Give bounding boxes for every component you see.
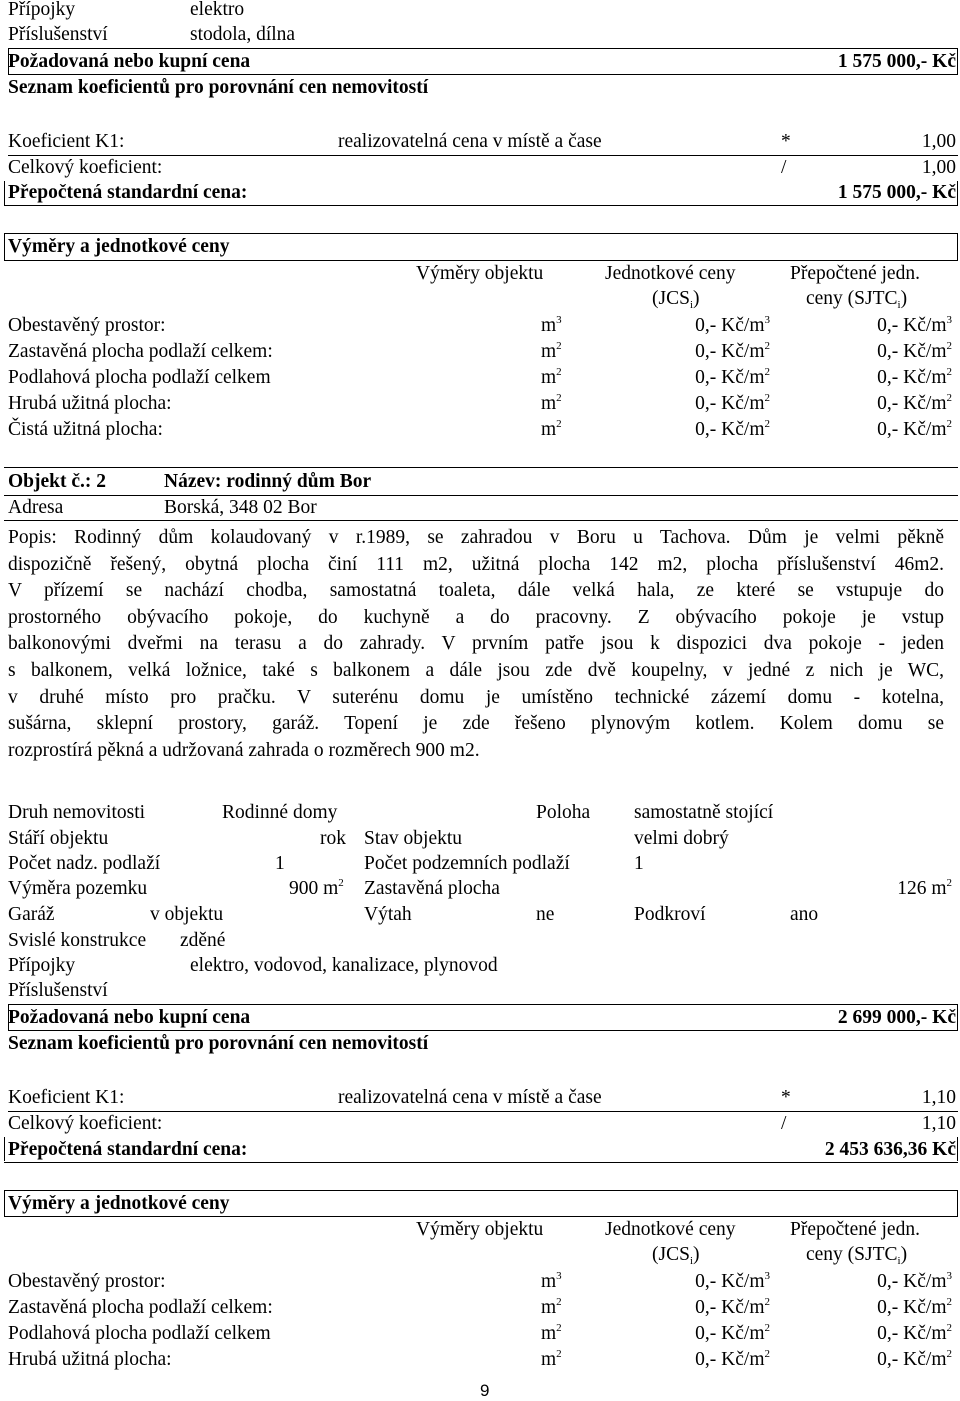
measure-row-unit: $m^3$ bbox=[541, 1270, 562, 1292]
description-line: balkonovými dveřmi na terasu a do zahrady. V prvním patře jsou k dispozici dva pokoje - jeden bbox=[8, 633, 944, 655]
k1-2-desc: realizovatelná cena v místě a čase bbox=[338, 1087, 602, 1108]
object-description bbox=[8, 525, 944, 764]
description-line: dispozičně řešený, obytná plocha činí 111 m2, užitná plocha 142 m2, plocha příslušenství 46m2. bbox=[8, 553, 944, 575]
garaz-value: v objektu bbox=[150, 904, 224, 925]
measure-row-unit: $m^2$ bbox=[541, 392, 562, 414]
divider bbox=[957, 181, 958, 205]
description-line: s balkonem, velká ložnice, také s balkonem a dále jsou zde dvě koupelny, v jedné z nich je WC, bbox=[8, 659, 944, 681]
pozemek-value: 900 $m^2$ bbox=[289, 877, 344, 899]
measure-row-label: Obestavěný prostor: bbox=[8, 1271, 166, 1292]
measure-row-jcs: 0,- $Kč/m^2$ bbox=[695, 1348, 770, 1370]
k1-label: Koeficient K1: bbox=[8, 131, 125, 152]
divider bbox=[4, 181, 5, 205]
k1-2-label: Koeficient K1: bbox=[8, 1087, 125, 1108]
measure-row-jcs: 0,- $Kč/m^2$ bbox=[695, 366, 770, 388]
measure-row-jcs: 0,- $Kč/m^2$ bbox=[695, 1322, 770, 1344]
std-price2-label: Přepočtená standardní cena: bbox=[8, 1139, 248, 1160]
measure-row-sjtc: 0,- $Kč/m^3$ bbox=[877, 314, 952, 336]
price2-label: Požadovaná nebo kupní cena bbox=[8, 1007, 251, 1028]
k1-op: * bbox=[781, 131, 791, 152]
measure-row-sjtc: 0,- $Kč/m^2$ bbox=[877, 340, 952, 362]
pripojky-value: elektro bbox=[190, 0, 245, 20]
podz-label: Počet podzemních podlaží bbox=[364, 853, 570, 874]
poloha-value: samostatně stojící bbox=[634, 802, 774, 823]
col2-header-jcs: $(JCS_i)$ bbox=[652, 1244, 700, 1267]
measure-row-unit: $m^2$ bbox=[541, 1348, 562, 1370]
measure-row-unit: $m^2$ bbox=[541, 340, 562, 362]
measure-row-jcs: 0,- $Kč/m^3$ bbox=[695, 314, 770, 336]
divider bbox=[957, 233, 958, 260]
total-coef-op: / bbox=[781, 157, 787, 178]
prislusenstvi-label: Příslušenství bbox=[8, 24, 108, 45]
measures-title: Výměry a jednotkové ceny bbox=[8, 236, 230, 257]
measure-row-sjtc: 0,- $Kč/m^2$ bbox=[877, 418, 952, 440]
object-number: Objekt č.: 2 bbox=[8, 471, 107, 492]
svisle-value: zděné bbox=[180, 930, 226, 951]
podkrovi-value: ano bbox=[790, 904, 819, 925]
divider bbox=[4, 233, 958, 234]
description-line: v druhé místo pro pračku. V suterénu domu je umístěno technické zázemí domu - kotelna, bbox=[8, 686, 944, 708]
druh-value: Rodinné domy bbox=[222, 802, 338, 823]
address-label: Adresa bbox=[8, 497, 64, 518]
divider bbox=[4, 1162, 958, 1163]
divider bbox=[8, 48, 958, 49]
address-value: Borská, 348 02 Bor bbox=[164, 497, 317, 518]
description-line: V přízemí se nachází chodba, samostatná toaleta, dále velká hala, ze které se vstupuje do bbox=[8, 580, 944, 602]
divider bbox=[8, 74, 958, 75]
divider bbox=[4, 1190, 5, 1216]
svisle-label: Svislé konstrukce bbox=[8, 930, 147, 951]
total-coef-value: 1,00 bbox=[921, 157, 956, 178]
pripojky-label: Přípojky bbox=[8, 0, 76, 20]
measure-row-label: Hrubá užitná plocha: bbox=[8, 393, 172, 414]
divider bbox=[8, 155, 958, 156]
measure-row-label: Zastavěná plocha podlaží celkem: bbox=[8, 341, 273, 362]
stav-value: velmi dobrý bbox=[634, 828, 729, 849]
k1-2-value: 1,10 bbox=[921, 1087, 956, 1108]
divider bbox=[4, 467, 958, 468]
col2-header-measures: Výměry objektu bbox=[416, 1219, 544, 1240]
measure-row-unit: $m^2$ bbox=[541, 366, 562, 388]
pripojky2-value: elektro, vodovod, kanalizace, plynovod bbox=[190, 955, 498, 976]
price-label: Požadovaná nebo kupní cena bbox=[8, 51, 251, 72]
divider bbox=[957, 1137, 958, 1161]
measure-row-sjtc: 0,- $Kč/m^2$ bbox=[877, 1322, 952, 1344]
pozemek-label: Výměra pozemku bbox=[8, 878, 148, 899]
divider bbox=[4, 233, 5, 260]
measures2-title: Výměry a jednotkové ceny bbox=[8, 1193, 230, 1214]
coef-list2-title: Seznam koeficientů pro porovnání cen nemovitostí bbox=[8, 1033, 429, 1054]
col-header-jcs: $(JCS_i)$ bbox=[652, 288, 700, 311]
measure-row-jcs: 0,- $Kč/m^2$ bbox=[695, 392, 770, 414]
podkrovi-label: Podkroví bbox=[634, 904, 706, 925]
prislusenstvi-value: stodola, dílna bbox=[190, 24, 296, 45]
vytah-value: ne bbox=[536, 904, 555, 925]
measure-row-label: Zastavěná plocha podlaží celkem: bbox=[8, 1297, 273, 1318]
garaz-label: Garáž bbox=[8, 904, 55, 925]
pripojky2-label: Přípojky bbox=[8, 955, 76, 976]
divider bbox=[4, 1137, 5, 1161]
price2-value: 2 699 000,- Kč bbox=[837, 1007, 956, 1028]
object-name: Název: rodinný dům Bor bbox=[164, 471, 372, 492]
divider bbox=[8, 1004, 958, 1005]
description-line: prostorného obývacího pokoje, do kuchyně a do pracovny. Z obývacího pokoje je vstup bbox=[8, 606, 944, 628]
nadz-label: Počet nadz. podlaží bbox=[8, 853, 161, 874]
k1-desc: realizovatelná cena v místě a čase bbox=[338, 131, 602, 152]
divider bbox=[8, 1111, 958, 1112]
divider bbox=[4, 495, 958, 496]
vytah-label: Výtah bbox=[364, 904, 412, 925]
measure-row-jcs: 0,- $Kč/m^2$ bbox=[695, 418, 770, 440]
measure-row-unit: $m^2$ bbox=[541, 1322, 562, 1344]
zast-label: Zastavěná plocha bbox=[364, 878, 500, 899]
measure-row-sjtc: 0,- $Kč/m^3$ bbox=[877, 1270, 952, 1292]
divider bbox=[957, 48, 958, 74]
measure-row-jcs: 0,- $Kč/m^3$ bbox=[695, 1270, 770, 1292]
total-coef2-label: Celkový koeficient: bbox=[8, 1113, 163, 1134]
divider bbox=[4, 1216, 958, 1217]
divider bbox=[957, 1190, 958, 1216]
zast-value: 126 $m^2$ bbox=[897, 877, 952, 899]
measure-row-jcs: 0,- $Kč/m^2$ bbox=[695, 1296, 770, 1318]
poloha-label: Poloha bbox=[536, 802, 591, 823]
measure-row-sjtc: 0,- $Kč/m^2$ bbox=[877, 392, 952, 414]
description-line: sušárna, sklepní prostory, garáž. Topení je zde řešeno plynovým kotlem. Kolem domu se bbox=[8, 713, 944, 735]
std-price-label: Přepočtená standardní cena: bbox=[8, 182, 248, 203]
measure-row-unit: $m^2$ bbox=[541, 1296, 562, 1318]
description-line: rozprostírá pěkná a udržovaná zahrada o rozměrech 900 m2. bbox=[8, 739, 480, 761]
podz-value: 1 bbox=[634, 853, 644, 874]
druh-label: Druh nemovitosti bbox=[8, 802, 146, 823]
col-header-sjtc: ceny $(SJTC_i)$ bbox=[806, 288, 908, 311]
total-coef2-value: 1,10 bbox=[921, 1113, 956, 1134]
col2-header-converted: Přepočtené jedn. bbox=[790, 1219, 920, 1240]
col-header-measures: Výměry objektu bbox=[416, 263, 544, 284]
k1-value: 1,00 bbox=[921, 131, 956, 152]
measure-row-sjtc: 0,- $Kč/m^2$ bbox=[877, 366, 952, 388]
price-value: 1 575 000,- Kč bbox=[837, 51, 956, 72]
stari-unit: rok bbox=[320, 828, 346, 849]
divider bbox=[4, 520, 958, 521]
divider bbox=[4, 205, 958, 206]
total-coef-label: Celkový koeficient: bbox=[8, 157, 163, 178]
measure-row-sjtc: 0,- $Kč/m^2$ bbox=[877, 1296, 952, 1318]
measure-row-label: Hrubá užitná plocha: bbox=[8, 1349, 172, 1370]
std-price-value: 1 575 000,- Kč bbox=[837, 182, 956, 203]
col2-header-sjtc: ceny $(SJTC_i)$ bbox=[806, 1244, 908, 1267]
stav-label: Stav objektu bbox=[364, 828, 463, 849]
description-line: Popis: Rodinný dům kolaudovaný v r.1989, se zahradou v Boru u Tachova. Dům je velmi pěkně bbox=[8, 527, 944, 548]
measure-row-unit: $m^3$ bbox=[541, 314, 562, 336]
measure-row-label: Obestavěný prostor: bbox=[8, 315, 166, 336]
divider bbox=[4, 260, 958, 261]
col2-header-unit-price: Jednotkové ceny bbox=[605, 1219, 736, 1240]
measure-row-label: Podlahová plocha podlaží celkem bbox=[8, 367, 271, 388]
std-price2-value: 2 453 636,36 Kč bbox=[824, 1139, 956, 1160]
page-number: 9 bbox=[480, 1381, 490, 1400]
k1-2-op: * bbox=[781, 1087, 791, 1108]
measure-row-jcs: 0,- $Kč/m^2$ bbox=[695, 340, 770, 362]
col-header-unit-price: Jednotkové ceny bbox=[605, 263, 736, 284]
measure-row-unit: $m^2$ bbox=[541, 418, 562, 440]
coef-list-title: Seznam koeficientů pro porovnání cen nemovitostí bbox=[8, 77, 429, 98]
measure-row-sjtc: 0,- $Kč/m^2$ bbox=[877, 1348, 952, 1370]
stari-label: Stáří objektu bbox=[8, 828, 109, 849]
divider bbox=[8, 1030, 958, 1031]
measure-row-label: Podlahová plocha podlaží celkem bbox=[8, 1323, 271, 1344]
total-coef2-op: / bbox=[781, 1113, 787, 1134]
prislusenstvi2-label: Příslušenství bbox=[8, 980, 108, 1001]
divider bbox=[4, 1190, 958, 1191]
measure-row-label: Čistá užitná plocha: bbox=[8, 419, 163, 440]
col-header-converted: Přepočtené jedn. bbox=[790, 263, 920, 284]
nadz-value: 1 bbox=[275, 853, 285, 874]
divider bbox=[957, 1004, 958, 1030]
